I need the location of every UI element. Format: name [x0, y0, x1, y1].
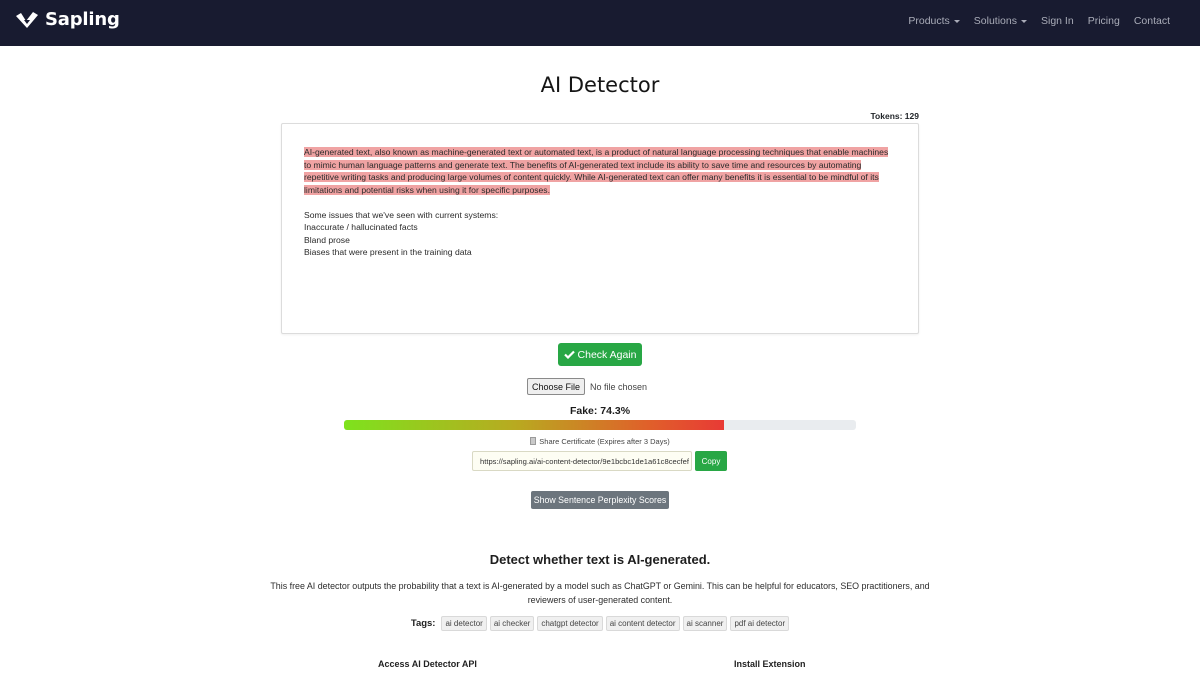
nav-products[interactable]	[908, 15, 959, 27]
copy-button[interactable]: Copy	[695, 451, 727, 471]
tags-label: Tags:	[410, 618, 436, 629]
tag[interactable]: pdf ai detector	[730, 616, 789, 631]
show-perplexity-button[interactable]: Show Sentence Perplexity Scores	[531, 491, 669, 509]
certificate-icon	[530, 437, 536, 445]
tag[interactable]: ai detector	[441, 616, 486, 631]
check-again-label: Check Again	[577, 348, 637, 361]
brand-name: Sapling	[45, 9, 120, 30]
nav-sign-in[interactable]: Sign In	[1041, 15, 1074, 27]
check-again-button[interactable]	[558, 343, 642, 366]
tag[interactable]: ai content detector	[606, 616, 680, 631]
editor-line: Inaccurate / hallucinated facts	[304, 222, 418, 232]
caret-down-icon	[954, 20, 960, 23]
brand-logo-link[interactable]	[15, 9, 120, 30]
nav-links	[908, 15, 1170, 27]
editor-plain-text	[304, 209, 894, 259]
fake-score-progress	[344, 420, 856, 430]
page-title: AI Detector	[540, 73, 660, 97]
choose-file-button[interactable]: Choose File	[527, 378, 585, 395]
tags-row	[0, 616, 1200, 631]
install-extension-link[interactable]: Install Extension	[734, 659, 806, 669]
tag[interactable]: ai scanner	[683, 616, 728, 631]
tag[interactable]: chatgpt detector	[537, 616, 602, 631]
nav-products-label: Products	[908, 15, 950, 27]
editor-content[interactable]	[304, 146, 894, 259]
section-description: This free AI detector outputs the probability that a text is AI-generated by a model such as ChatGPT or Gemini. This can be helpful for educators, SEO practitioners, and reviewers of user-generated content.	[270, 581, 930, 605]
share-certificate	[0, 437, 1200, 446]
ai-highlighted-text: AI-generated text, also known as machine-generated text or automated text, is a product of natural language processing techniques that enable machines to mimic human language patterns and generate text. The benefits of AI-generated text include its ability to save time and resources by automating repetitive writing tasks and producing large volumes of content quickly. While AI-generated text can offer many benefits it is essential to be mindful of its limitations and potential risks when using it for specific purposes.	[304, 147, 889, 195]
tag[interactable]: ai checker	[490, 616, 534, 631]
access-api-link[interactable]: Access AI Detector API	[378, 659, 477, 669]
nav-pricing[interactable]: Pricing	[1087, 15, 1120, 27]
nav-solutions-label: Solutions	[973, 15, 1017, 27]
certificate-url-row	[472, 451, 727, 471]
text-editor[interactable]	[281, 123, 919, 334]
file-status: No file chosen	[590, 381, 648, 392]
nav-solutions[interactable]	[974, 15, 1027, 27]
editor-line: Some issues that we've seen with current systems:	[304, 209, 499, 220]
certificate-url-input[interactable]: https://sapling.ai/ai-content-detector/9e1bcbc1de1a61c8cecfef	[472, 451, 692, 471]
checkmark-icon	[564, 350, 575, 359]
fake-score-bar	[344, 420, 724, 430]
editor-line: Biases that were present in the training data	[304, 247, 472, 257]
share-certificate-label: Share Certificate (Expires after 3 Days)	[539, 437, 670, 446]
editor-line: Bland prose	[304, 234, 350, 245]
sapling-logo-icon	[15, 11, 39, 29]
caret-down-icon	[1021, 20, 1027, 23]
section-subtitle: Detect whether text is AI-generated.	[489, 552, 711, 567]
fake-score-label: Fake: 74.3%	[569, 405, 631, 417]
token-count: Tokens: 129	[870, 111, 919, 121]
top-navbar	[0, 0, 1200, 46]
file-upload	[527, 378, 647, 395]
nav-contact[interactable]: Contact	[1133, 15, 1170, 27]
